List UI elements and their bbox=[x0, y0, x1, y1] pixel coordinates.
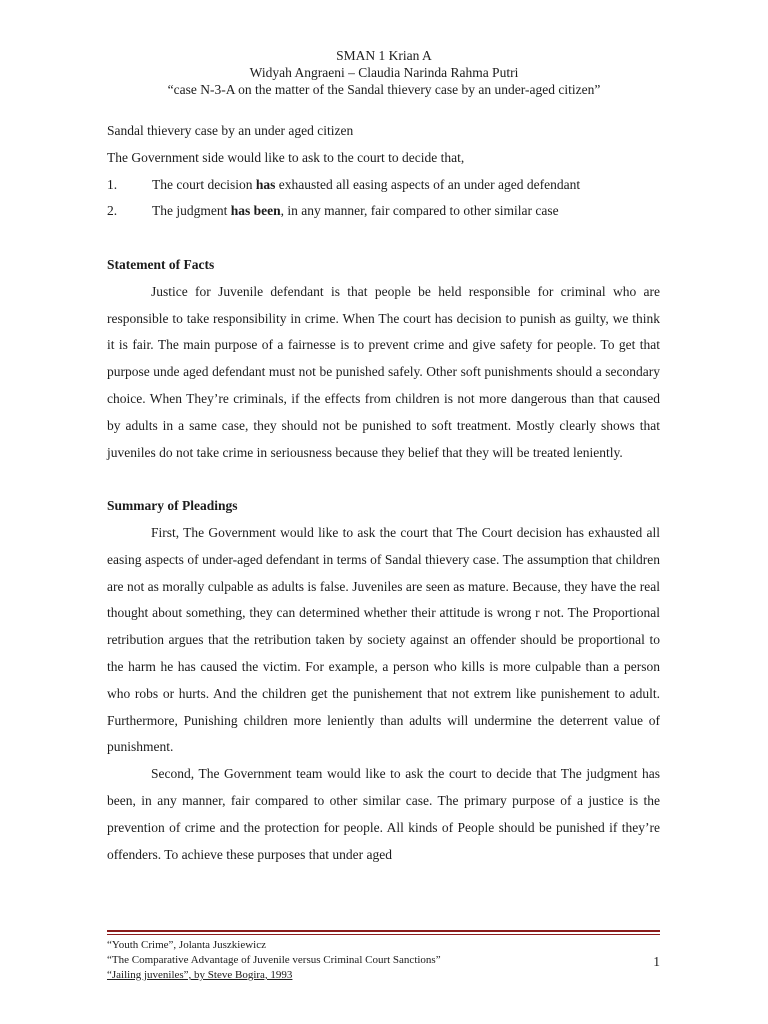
numbered-item bbox=[107, 172, 660, 199]
case-title: “case N-3-A on the matter of the Sandal thievery case by an under-aged citizen” bbox=[167, 82, 601, 97]
document-body bbox=[107, 118, 660, 868]
item-text-bold: has been bbox=[230, 203, 281, 219]
item-text-end: , in any manner, fair compared to other similar case bbox=[280, 203, 559, 219]
pleadings-paragraph-2: Second, The Government team would like to ask the court to decide that The judgment has been, in any manner, fair compared to other similar case. The primary purpose of a justice is the prevention of crime and the protection for people. All kinds of People should be punished if they’re offenders. To achieve these purposes that under aged bbox=[107, 766, 660, 862]
item-number: 1. bbox=[107, 176, 118, 192]
footnote: “The Comparative Advantage of Juvenile versus Criminal Court Sanctions” bbox=[107, 954, 441, 966]
intro-line-1: Sandal thievery case by an under aged citizen bbox=[107, 123, 354, 138]
document-header bbox=[0, 47, 768, 98]
section-heading-pleadings: Summary of Pleadings bbox=[107, 498, 238, 514]
authors-line: Widyah Angraeni – Claudia Narinda Rahma Putri bbox=[249, 65, 519, 80]
footnotes bbox=[107, 938, 507, 983]
school-name: SMAN 1 Krian A bbox=[336, 48, 432, 63]
facts-paragraph: Justice for Juvenile defendant is that people be held responsible for criminal who are responsible to take responsibility in crime. When The court has decision to punish as guilty, we think it is fair. The main purpose of a fairnesse is to prevent crime and give safety for people. To get that purpose unde aged defendant must not be punished safely. Other soft punishments should a secondary choice. When They’re criminals, if the effects from children is not more dangerous than that caused by adults in a same case, they should not be punished to soft treatment. Mostly clearly shows that juveniles do not take crime in seriousness because they belief that they will be treated leniently. bbox=[107, 283, 660, 460]
item-text bbox=[152, 198, 559, 225]
item-text-bold: has bbox=[255, 176, 276, 192]
item-text-start: The court decision bbox=[152, 176, 256, 192]
item-text bbox=[152, 172, 580, 199]
intro-line-2: The Government side would like to ask to the court to decide that, bbox=[107, 149, 465, 165]
item-text-start: The judgment bbox=[152, 203, 231, 219]
pleadings-paragraph-1: First, The Government would like to ask the court that The Court decision has exhausted all easing aspects of under-aged defendant in terms of Sandal thievery case. The assumption that children are not as morally culpable as adults is false. Juveniles are seen as mature. Because, they have the real thought about something, they can determined whether their attitude is wrong r not. The Proportional retribution argues that the retribution taken by society against an offender should be proportional to the harm he has caused the victim. For example, a person who kills is more culpable than a person who robs or hurts. And the children get the punishement that not extrem like punishement to adult. Furthermore, Punishing children more leniently than adults will undermine the deterrent value of punishment. bbox=[107, 524, 660, 755]
item-number: 2. bbox=[107, 203, 118, 219]
footer-divider bbox=[107, 930, 660, 932]
item-text-end: exhausted all easing aspects of an under aged defendant bbox=[275, 176, 581, 192]
footnote: “Jailing juveniles”, by Steve Bogira, 1993 bbox=[107, 969, 293, 981]
section-heading-facts: Statement of Facts bbox=[107, 256, 215, 272]
footnote: “Youth Crime”, Jolanta Juszkiewicz bbox=[107, 939, 266, 951]
page-number: 1 bbox=[653, 954, 660, 969]
numbered-item bbox=[107, 198, 660, 225]
